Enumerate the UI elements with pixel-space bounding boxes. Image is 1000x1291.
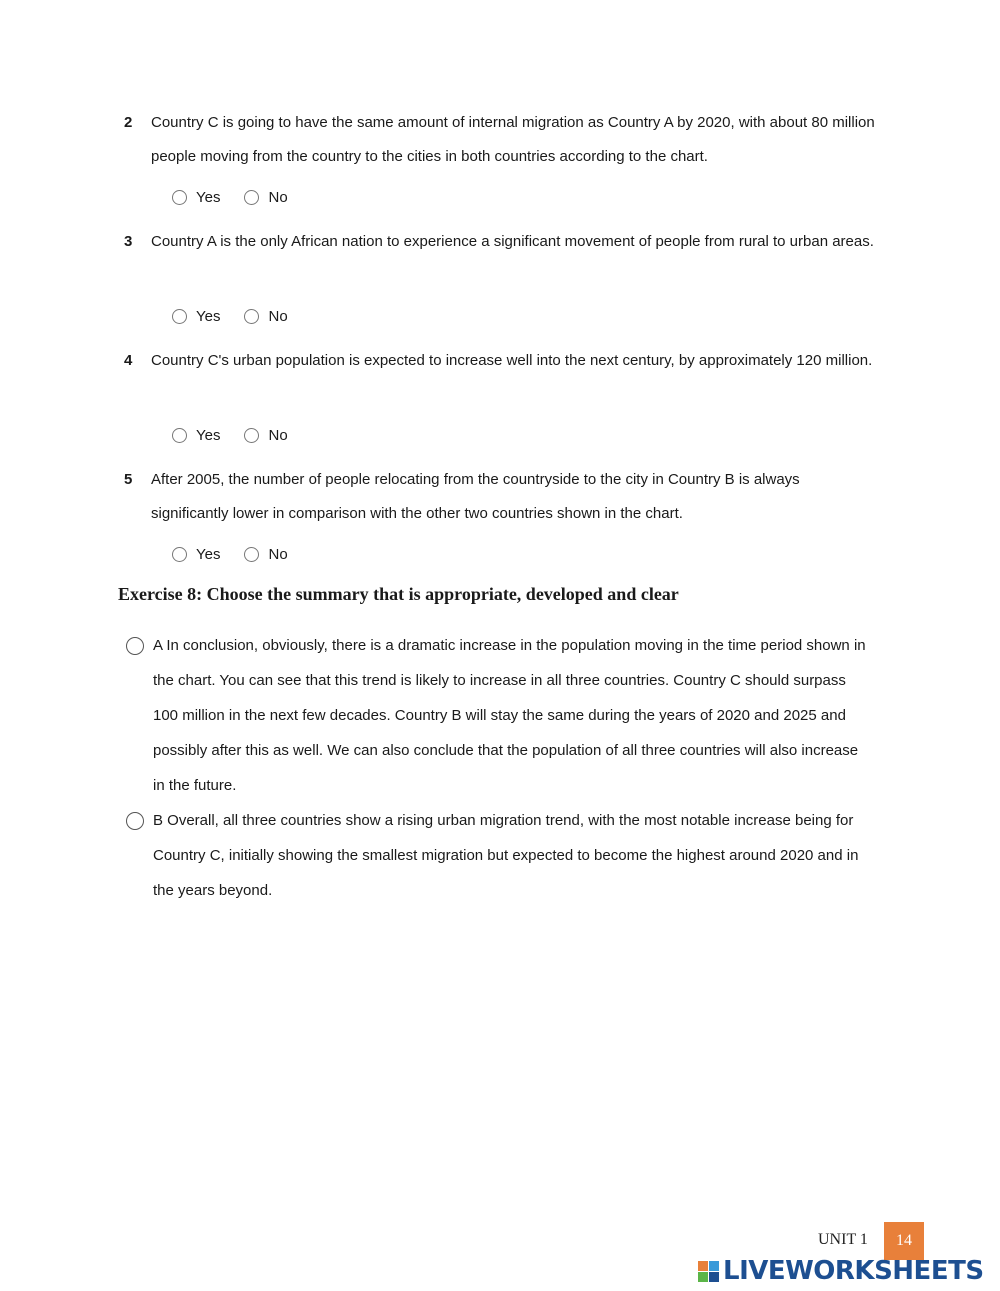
question-text: Country C is going to have the same amount of internal migration as Country A by 2020, with about 80 million people moving from the country to the cities in both countries according to the chart. [151,114,875,165]
radio-button[interactable] [172,547,187,562]
question-text: Country C's urban population is expected to increase well into the next century, by approximately 120 million. [151,352,873,369]
option-yes[interactable]: Yes [172,308,220,325]
summary-text: A In conclusion, obviously, there is a dramatic increase in the population moving in the time period shown in the chart. You can see that this trend is likely to increase in all three countries. Country C should surpass 100 million in the next few decades. Country B will stay the same during the years of 2020 and 2025 and possibly after this as well. We can also conclude that the population of all three countries will also increase in the future. [153,637,866,794]
brand-name: LIVEWORKSHEETS [723,1256,984,1286]
option-no[interactable]: No [244,189,287,206]
question-number: 5 [124,471,133,488]
radio-button[interactable] [172,309,187,324]
page-number-badge: 14 [884,1222,924,1260]
option-yes[interactable]: Yes [172,427,220,444]
question-number: 4 [124,352,133,369]
answer-options [172,542,312,566]
option-yes[interactable]: Yes [172,546,220,563]
answer-options [172,423,312,447]
radio-button[interactable] [172,190,187,205]
option-no[interactable]: No [244,546,287,563]
question-number: 2 [124,114,133,131]
radio-button[interactable] [244,190,259,205]
option-yes[interactable]: Yes [172,189,220,206]
question-text: After 2005, the number of people relocating from the countryside to the city in Country B is always significantly lower in comparison with the other two countries shown in the chart. [151,471,800,522]
option-no[interactable]: No [244,308,287,325]
question-text: Country A is the only African nation to experience a significant movement of people from rural to urban areas. [151,233,874,250]
answer-options [172,304,312,328]
radio-button[interactable] [172,428,187,443]
liveworksheets-logo-icon [698,1261,719,1282]
unit-label: UNIT 1 [818,1231,868,1248]
exercise-8-title: Exercise 8: Choose the summary that is appropriate, developed and clear [118,584,679,604]
radio-button[interactable] [244,428,259,443]
radio-button[interactable] [126,812,144,830]
radio-button[interactable] [126,637,144,655]
radio-button[interactable] [244,309,259,324]
liveworksheets-logo [698,1256,984,1286]
summary-text: B Overall, all three countries show a rising urban migration trend, with the most notable increase being for Country C, initially showing the smallest migration but expected to become the highest around 2020 and in the years beyond. [153,812,859,899]
option-no[interactable]: No [244,427,287,444]
radio-button[interactable] [244,547,259,562]
question-number: 3 [124,233,133,250]
answer-options [172,185,312,209]
